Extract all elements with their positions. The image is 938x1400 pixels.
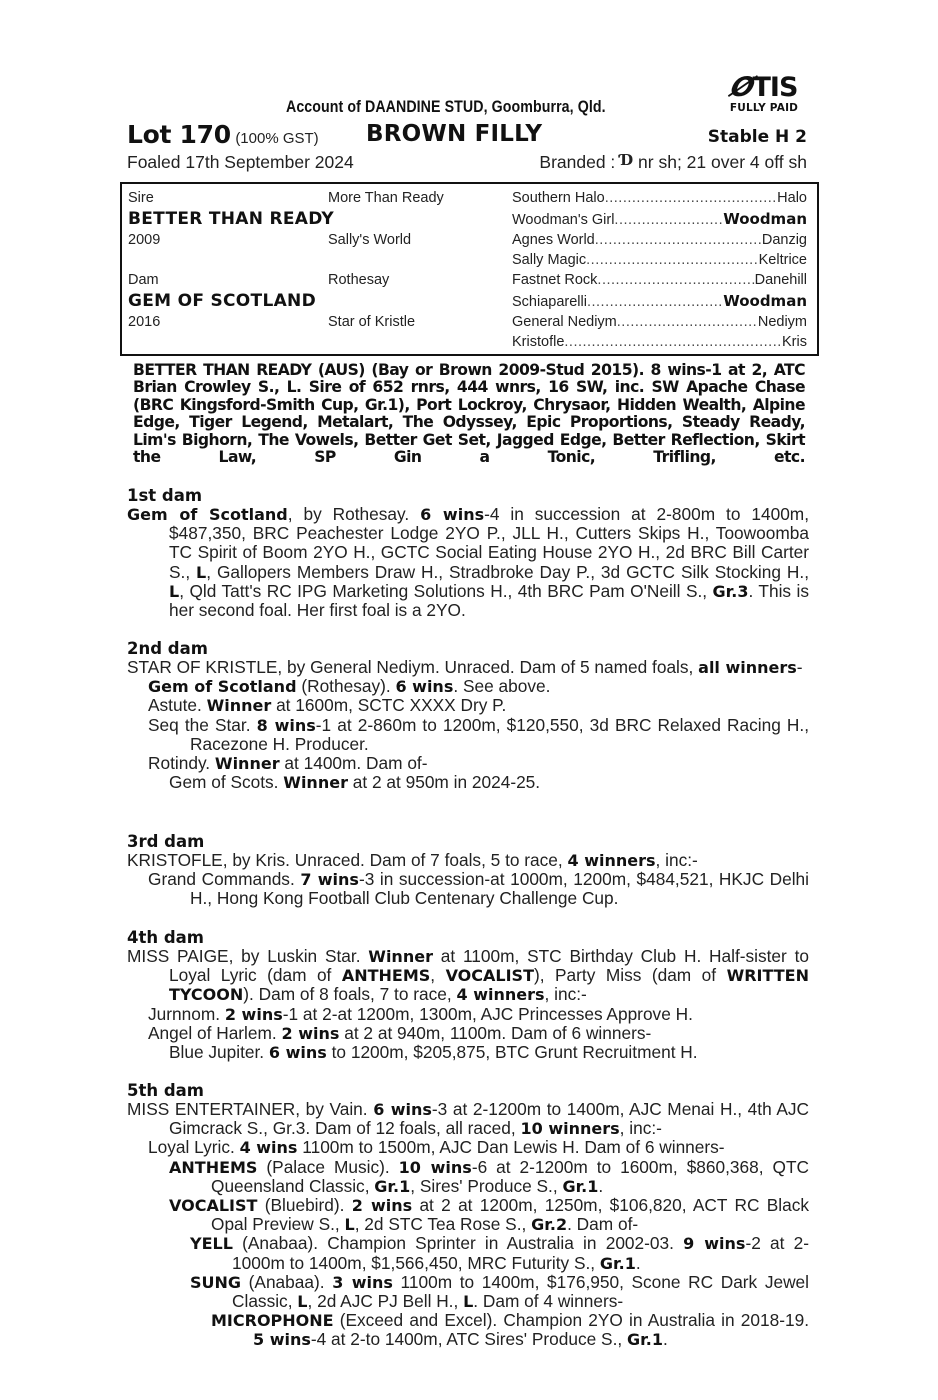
pedigree-entry: Rotindy. Winner at 1400m. Dam of-: [148, 753, 428, 774]
leader-dots: [617, 312, 758, 332]
pedigree-entry: Gem of Scots. Winner at 2 at 950m in 2024-25.: [169, 772, 541, 793]
third-gen-sire: Halo: [777, 190, 807, 206]
dam-year: 2016: [128, 314, 161, 330]
third-gen-horse: Schiaparelli: [512, 294, 587, 310]
third-gen-horse: Sally Magic: [512, 252, 587, 268]
pedigree-entry: MICROPHONE (Exceed and Excel). Champion 2YO in Australia in 2018-19. 5 wins-4 at 2-to 1400m, ATC Sires' Produce S., Gr.1.: [211, 1310, 809, 1350]
pedigree-entry: MISS PAIGE, by Luskin Star. Winner at 1100m, STC Birthday Club H. Half-sister to Loyal Lyric (dam of ANTHEMS, VOCALIST), Party Miss (dam of WRITTEN TYCOON). Dam of 8 foals, 7 to race, 4 winners, inc:-: [127, 946, 810, 1005]
dam-label: Dam: [128, 272, 159, 288]
vendor-account: Account of DAANDINE STUD, Goomburra, Qld.: [286, 98, 606, 116]
pedigree-row: [512, 250, 807, 270]
pedigree-entry: Gem of Scotland, by Rothesay. 6 wins-4 in succession at 2-800m to 1400m, $487,350, BRC Peachester Lodge 2YO P., JLL H., Cutters Skips H., Toowoomba TC Spirit of Boom 2YO H., GCTC Social Eating House 2YO H., 2d BRC Bill Carter S., L, Gallopers Members Draw H., Stradbroke Day P., 3d GCTC Silk Stocking H., L, Qld Tatt's RC IPG Marketing Solutions H., 4th BRC Pam O'Neill S., Gr.3. This is her second foal. Her first foal is a 2YO.: [127, 504, 810, 621]
pedigree-entry: Loyal Lyric. 4 wins 1100m to 1500m, AJC Dan Lewis H. Dam of 6 winners-: [148, 1137, 725, 1158]
otis-swoosh-icon: Ø: [726, 72, 757, 103]
third-gen-sire: Danehill: [754, 272, 807, 288]
branded-label: Branded :: [539, 152, 616, 172]
dam-dam: Star of Kristle: [328, 314, 416, 330]
lot-number: Lot 170: [127, 120, 231, 149]
third-gen-sire: Danzig: [761, 232, 807, 248]
pedigree-entry: Grand Commands. 7 wins-3 in succession-at 1000m, 1200m, $484,521, HKJC Delhi H., Hong Kong Football Club Centenary Challenge Cup.: [148, 869, 809, 909]
horse-description: BROWN FILLY: [366, 121, 543, 147]
sire-year: 2009: [128, 232, 161, 248]
otis-fully-paid: FULLY PAID: [729, 102, 799, 114]
section-3rd-dam: [127, 832, 809, 909]
stable-location: Stable H 2: [707, 127, 807, 147]
section-1st-dam: [127, 486, 809, 620]
section-heading: 3rd dam: [127, 832, 205, 851]
leader-dots: [597, 270, 754, 290]
third-gen-horse: Fastnet Rock: [512, 272, 598, 288]
pedigree-row: [512, 230, 807, 250]
pedigree-entry: Angel of Harlem. 2 wins at 2 at 940m, 1100m. Dam of 6 winners-: [148, 1022, 652, 1043]
pedigree-entry: MISS ENTERTAINER, by Vain. 6 wins-3 at 2-1200m to 1400m, AJC Menai H., 4th AJC Gimcrack S., Gr.3. Dam of 12 foals, all raced, 10 winners, inc:-: [127, 1099, 809, 1139]
third-gen-sire: Kris: [782, 334, 807, 350]
pedigree-row: [512, 188, 807, 208]
pedigree-row: [512, 291, 807, 312]
pedigree-entry: Jurnnom. 2 wins-1 at 2-at 1200m, 1300m, AJC Princesses Approve H.: [148, 1003, 693, 1024]
pedigree-row: [512, 270, 807, 290]
sire-dam: Sally's World: [328, 232, 412, 248]
section-heading: 4th dam: [127, 928, 204, 947]
section-heading: 1st dam: [127, 486, 203, 505]
third-gen-sire: Nediym: [757, 314, 807, 330]
third-gen-sire: Keltrice: [758, 252, 807, 268]
brand-mark-icon: Ɗ: [620, 151, 634, 169]
pedigree-entry: SUNG (Anabaa). 3 wins 1100m to 1400m, $176,950, Scone RC Dark Jewel Classic, L, 2d AJC PJ Bell H., L. Dam of 4 winners-: [190, 1271, 810, 1312]
third-gen-sire: Woodman: [723, 210, 807, 228]
otis-logo-mark: ØTIS: [726, 72, 798, 103]
branding: [539, 152, 807, 173]
foaled-date: Foaled 17th September 2024: [127, 152, 354, 172]
section-heading: 2nd dam: [127, 639, 208, 658]
dam-name: GEM OF SCOTLAND: [128, 291, 316, 311]
pedigree-row: [512, 312, 807, 332]
dam-sire: Rothesay: [328, 272, 390, 288]
lot-line: [127, 120, 319, 149]
pedigree-entry: Blue Jupiter. 6 wins to 1200m, $205,875, BTC Grunt Recruitment H.: [169, 1042, 698, 1063]
leader-dots: [587, 292, 723, 312]
third-gen-horse: Agnes World: [512, 232, 595, 248]
sire-name: BETTER THAN READY: [128, 209, 335, 229]
pedigree-entry: STAR OF KRISTLE, by General Nediym. Unraced. Dam of 5 named foals, all winners-: [127, 657, 803, 677]
pedigree-entry: VOCALIST (Bluebird). 2 wins at 2 at 1200m, 1250m, $106,820, ACT RC Black Opal Preview S., L, 2d STC Tea Rose S., Gr.2. Dam of-: [169, 1195, 809, 1235]
pedigree-entry: ANTHEMS (Palace Music). 10 wins-6 at 2-1200m to 1600m, $860,368, QTC Queensland Classic, Gr.1, Sires' Produce S., Gr.1.: [169, 1156, 810, 1196]
pedigree-entry: Gem of Scotland (Rothesay). 6 wins. See above.: [148, 676, 551, 697]
third-gen-horse: Kristofle: [512, 334, 565, 350]
leader-dots: [605, 188, 777, 208]
third-gen-horse: Southern Halo: [512, 190, 605, 206]
pedigree-row: [512, 332, 807, 352]
section-2nd-dam: [127, 639, 809, 792]
sire-summary: BETTER THAN READY (AUS) (Bay or Brown 2009-Stud 2015). 8 wins-1 at 2, ATC Brian Crowley S., L. Sire of 652 rnrs, 444 wnrs, 16 SW, inc. SW Apache Chase (BRC Kingsford-Smith Cup, Gr.1), Port Lockroy, Chrysaor, Hidden Wealth, Alpine Edge, Tiger Legend, Metalart, The Odyssey, Epic Proportions, Steady Ready, Lim's Bighorn, The Vowels, Better Get Set, Jagged Edge, Better Reflection, Skirt the Law, SP Gin a Tonic, Trifling, etc.: [133, 361, 805, 467]
section-heading: 5th dam: [127, 1081, 204, 1100]
pedigree-entry: YELL (Anabaa). Champion Sprinter in Australia in 2002-03. 9 wins-2 at 2-1000m to 1400m, $1,566,450, MRC Futurity S., Gr.1.: [190, 1233, 809, 1273]
section-5th-dam: [127, 1081, 809, 1350]
leader-dots: [614, 210, 723, 230]
leader-dots: [595, 230, 762, 250]
pedigree-entry: Astute. Winner at 1600m, SCTC XXXX Dry P.: [148, 695, 507, 716]
section-4th-dam: [127, 928, 809, 1062]
pedigree-entry: KRISTOFLE, by Kris. Unraced. Dam of 7 foals, 5 to race, 4 winners, inc:-: [127, 850, 698, 870]
gst-note: (100% GST): [235, 130, 319, 147]
third-gen-horse: Woodman's Girl: [512, 212, 615, 228]
otis-logo: [718, 74, 810, 114]
branded-text: nr sh; 21 over 4 off sh: [638, 152, 807, 172]
pedigree-table: [120, 182, 819, 356]
third-gen-sire: Woodman: [723, 292, 807, 310]
pedigree-row: [512, 209, 807, 230]
sire-sire: More Than Ready: [328, 190, 444, 206]
third-gen-horse: General Nediym: [512, 314, 617, 330]
leader-dots: [586, 250, 759, 270]
leader-dots: [564, 332, 782, 352]
pedigree-entry: Seq the Star. 8 wins-1 at 2-860m to 1200m, $120,550, 3d BRC Relaxed Racing H., Racezone H. Producer.: [148, 714, 809, 754]
sire-label: Sire: [128, 190, 154, 206]
